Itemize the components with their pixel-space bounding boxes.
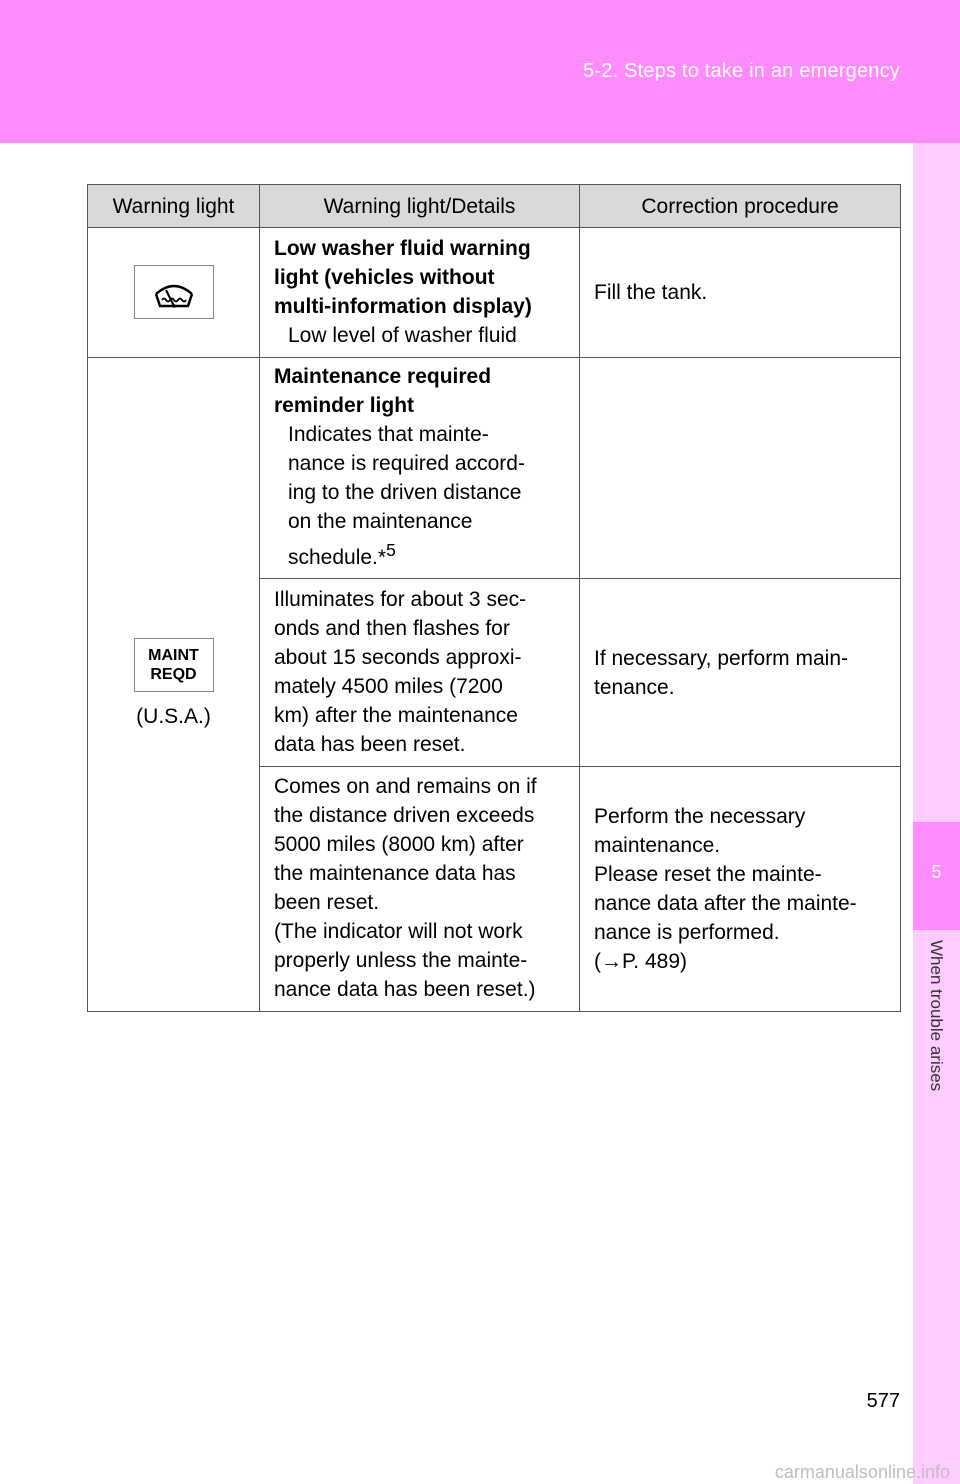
light-detail: ing to the driven distance [288,481,522,504]
details-cell [260,228,580,358]
maint-reqd-icon [134,638,214,692]
light-title: reminder light [274,394,415,417]
light-detail: been reset. [274,891,380,914]
chapter-label: When trouble arises [927,940,946,1092]
light-detail: nance is required accord- [288,452,525,475]
warning-light-cell [88,358,260,1012]
correction-text: maintenance. [594,834,721,857]
page-reference: (→P. 489) [594,950,687,973]
table-row-maintenance [88,358,901,579]
section-title: 5-2. Steps to take in an emergency [583,60,900,82]
light-detail: about 15 seconds approxi- [274,645,522,669]
table-header-row [88,185,901,228]
details-cell [260,767,580,1012]
light-detail: Comes on and remains on if [274,775,537,798]
light-detail [274,536,569,572]
correction-cell [580,358,901,579]
region-label: (U.S.A.) [136,705,211,728]
correction-cell [580,228,901,358]
light-detail: the distance driven exceeds [274,804,535,827]
details-cell [260,358,580,579]
light-detail-last: schedule.* [288,546,387,569]
light-detail: km) after the maintenance [274,703,518,727]
warning-light-table [87,184,901,1012]
light-title: Low washer fluid warning [274,236,531,260]
correction-text: If necessary, perform main- [594,646,849,670]
column-header-correction: Correction procedure [580,185,901,228]
correction-cell [580,579,901,767]
light-detail: Low level of washer fluid [288,323,517,347]
correction-text: nance data after the mainte- [594,892,857,915]
maint-icon-text: MAINT [148,647,199,664]
light-title: multi-information display) [274,294,532,318]
washer-fluid-icon [134,265,214,319]
light-detail: properly unless the mainte- [274,949,528,972]
column-header-warning-light: Warning light [88,185,260,228]
page-header [0,0,960,143]
correction-text: Fill the tank. [594,281,708,304]
correction-cell [580,767,901,1012]
light-detail: (The indicator will not work [274,920,523,943]
light-detail: Illuminates for about 3 sec- [274,587,527,611]
light-detail: mately 4500 miles (7200 [274,674,503,698]
light-title: Maintenance required [274,365,492,388]
details-cell [260,579,580,767]
column-header-details: Warning light/Details [260,185,580,228]
watermark: carmanualsonline.info [774,1462,950,1482]
page-number: 577 [866,1390,900,1412]
light-detail: Indicates that mainte- [288,423,489,446]
light-detail: 5000 miles (8000 km) after [274,833,524,856]
light-detail: the maintenance data has [274,862,516,885]
light-title: light (vehicles without [274,265,495,289]
light-detail: data has been reset. [274,732,466,756]
correction-text: nance is performed. [594,921,780,944]
reqd-icon-text: REQD [150,666,197,683]
light-detail: nance data has been reset.) [274,978,536,1001]
warning-light-cell [88,228,260,358]
light-detail: on the maintenance [288,510,473,533]
correction-text: tenance. [594,675,675,699]
table-row-washer-fluid [88,228,901,358]
correction-text: Perform the necessary [594,805,806,828]
chapter-side-tab [913,143,960,1484]
chapter-number: 5 [931,862,942,882]
correction-text: Please reset the mainte- [594,863,822,886]
light-detail: onds and then flashes for [274,616,510,640]
footnote-marker: 5 [386,540,396,560]
